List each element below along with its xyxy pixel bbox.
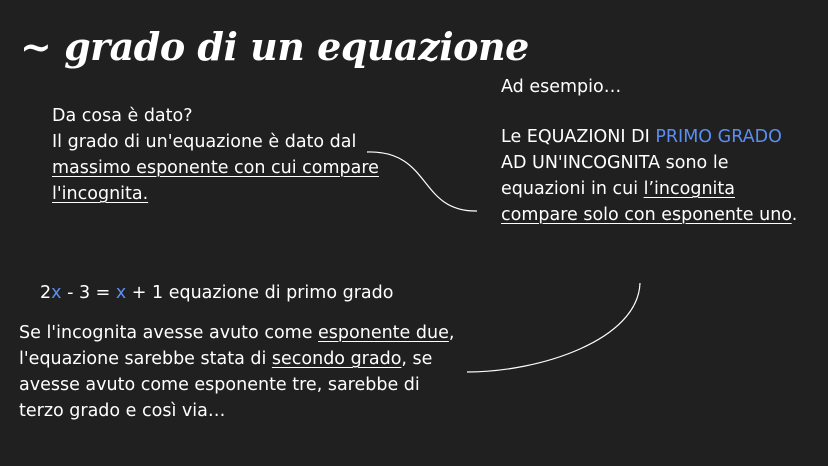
equation-suffix: + 1 equazione di primo grado bbox=[126, 283, 394, 303]
slide-title: ~ grado di un equazione bbox=[20, 24, 529, 69]
example-part1: Le EQUAZIONI DI bbox=[501, 127, 656, 147]
example-part5: . bbox=[791, 205, 798, 225]
note-underlined-2: secondo grado bbox=[271, 349, 402, 369]
example-underlined: l’incognita compare solo con esponente uno bbox=[501, 179, 792, 225]
question-line: Da cosa è dato? bbox=[52, 106, 193, 126]
example-highlight: PRIMO GRADO bbox=[655, 127, 782, 147]
note-part1: Se l'incognita avesse avuto come bbox=[19, 323, 319, 343]
connector-curve-bottom bbox=[467, 283, 640, 372]
equation-coef: 2 bbox=[40, 283, 52, 303]
note-underlined-1: esponente due bbox=[318, 323, 449, 343]
note-part3: , se avesse avuto come esponente tre, sarebbe di terzo grado e così via… bbox=[19, 349, 433, 421]
definition-underlined: massimo esponente con cui compare l'incognita. bbox=[52, 158, 379, 204]
definition-prefix: Il grado di un'equazione è dato dal bbox=[52, 132, 357, 152]
equation-middle: - 3 = bbox=[61, 283, 116, 303]
note-part2: , l'equazione sarebbe stata di bbox=[19, 323, 455, 369]
example-heading: Ad esempio… bbox=[501, 77, 622, 97]
example-part3: AD UN'INCOGNITA sono le equazioni in cui bbox=[501, 153, 729, 199]
equation-var-2: x bbox=[115, 283, 127, 303]
equation-var-1: x bbox=[51, 283, 62, 303]
connector-curve-top bbox=[367, 152, 477, 211]
